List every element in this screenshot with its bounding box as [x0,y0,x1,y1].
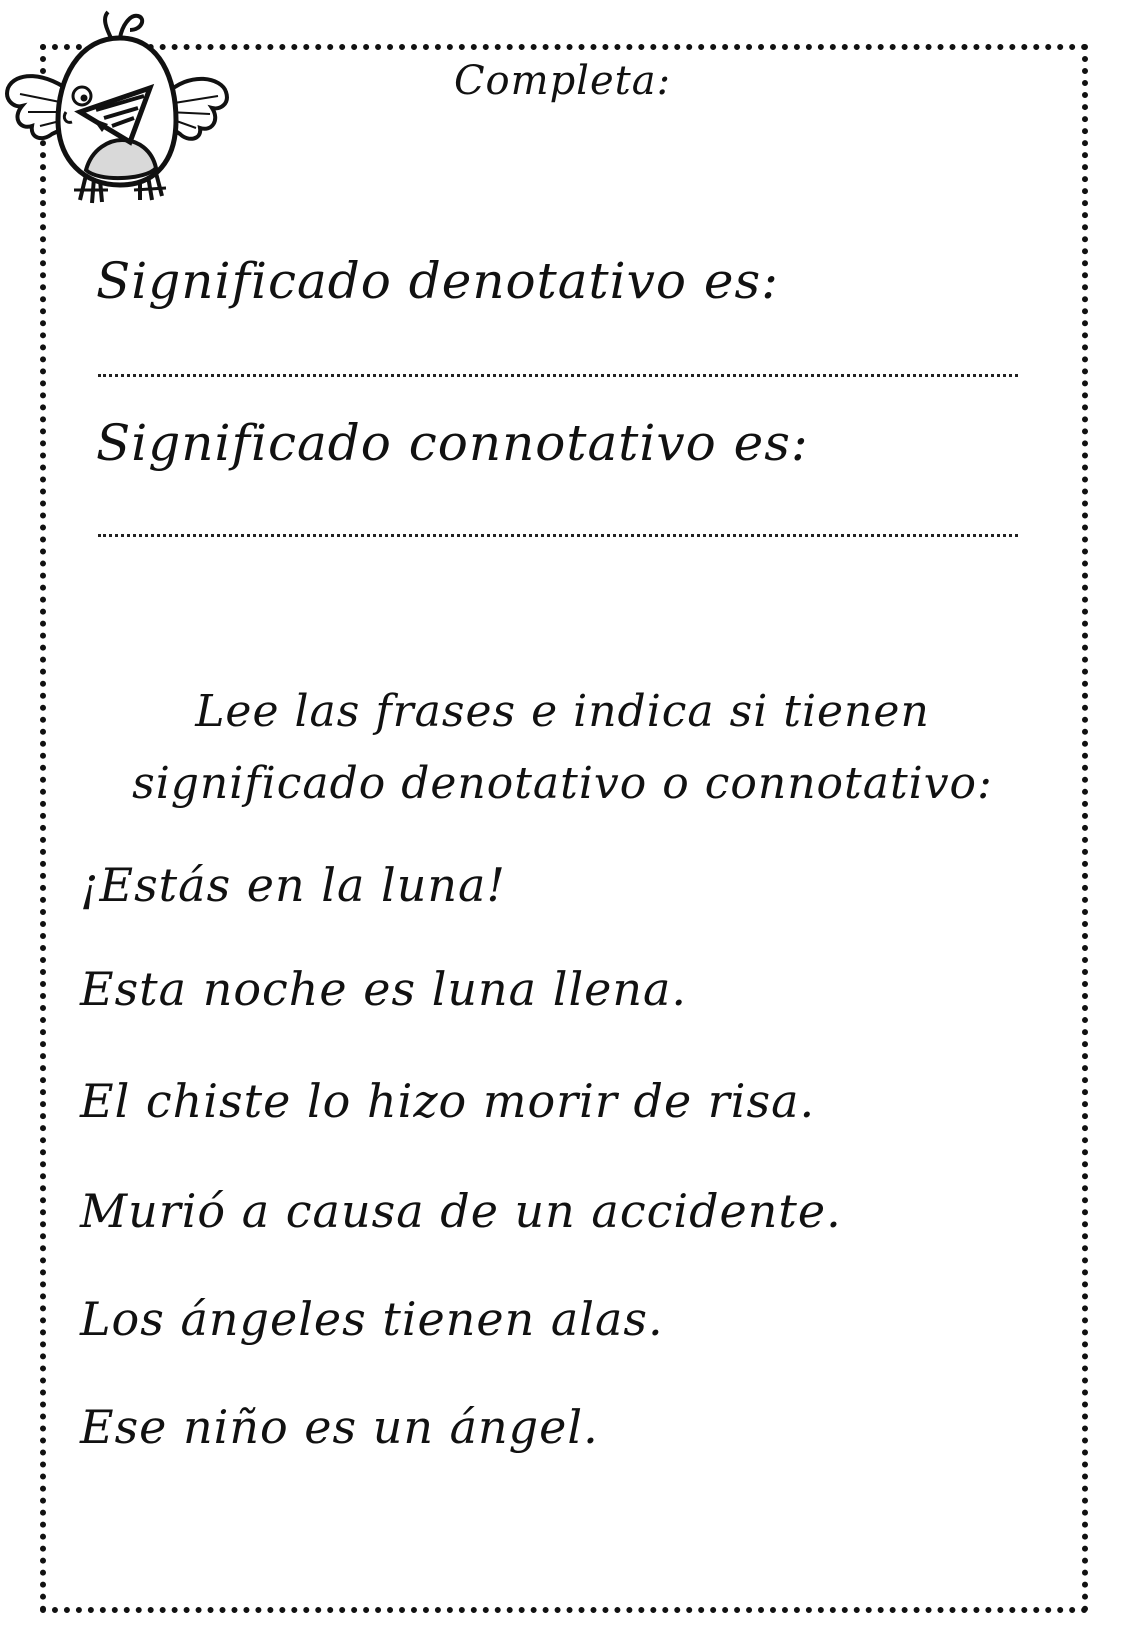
phrase-item: Ese niño es un ángel. [80,1400,599,1454]
bird-mascot-icon [0,0,235,215]
phrase-item: El chiste lo hizo morir de risa. [80,1074,816,1128]
definition-label-connotative: Significado connotativo es: [96,414,809,472]
worksheet-title: Completa: [453,58,672,104]
phrase-item: Murió a causa de un accidente. [80,1184,842,1238]
instruction-text: Lee las frases e indica si tienen significado denotativo o connotativo: [132,686,993,809]
phrase-item: ¡Estás en la luna! [80,858,506,912]
definition-label-denotative: Significado denotativo es: [96,252,779,310]
phrase-item: Los ángeles tienen alas. [80,1292,664,1346]
phrase-item: Esta noche es luna llena. [80,962,688,1016]
answer-line-denotative [98,374,1018,377]
answer-line-connotative [98,534,1018,537]
